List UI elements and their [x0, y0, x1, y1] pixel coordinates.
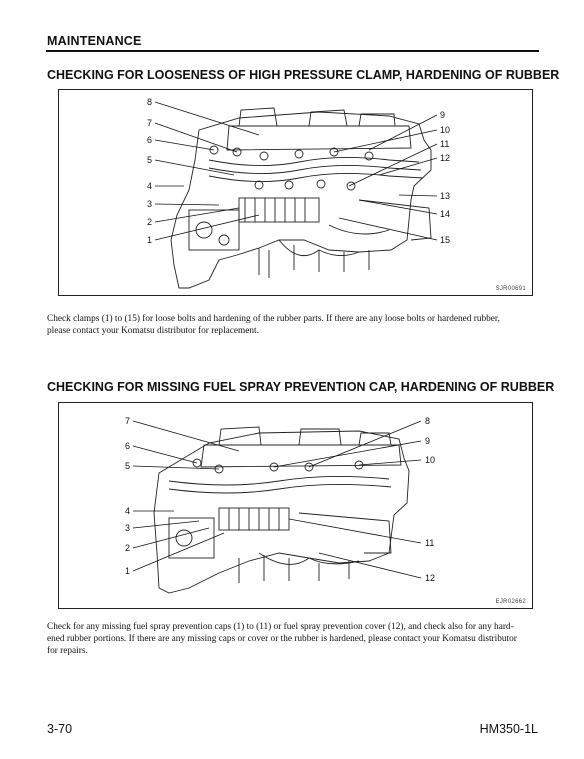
instruction-line: Check clamps (1) to (15) for loose bolts and hardening of the rubber parts. If there are any loose bolts or hardened rubber, [47, 314, 500, 324]
callout-6: 6 [125, 441, 131, 451]
callout-3: 3 [147, 199, 153, 209]
callout-10: 10 [440, 125, 451, 135]
figure-id: EJR02662 [495, 599, 526, 605]
model-number: HM350-1L [479, 722, 538, 736]
callout-14: 14 [440, 209, 451, 219]
callout-5: 5 [125, 461, 131, 471]
callout-4: 4 [125, 506, 131, 516]
figure-spray-caps [58, 402, 533, 609]
instruction-line: Check for any missing fuel spray prevention caps (1) to (11) or fuel spray prevention cover (12), and check also for any hard- [47, 622, 514, 632]
page-number: 3-70 [47, 722, 73, 736]
callout-6: 6 [147, 135, 153, 145]
instruction-line: ened rubber portions. If there are any missing caps or cover or the rubber is hardened, please contact your Komatsu distributor [47, 634, 517, 644]
callout-11: 11 [425, 538, 435, 548]
instruction-clamps [47, 313, 539, 337]
callout-11: 11 [440, 139, 450, 149]
callout-8: 8 [425, 416, 431, 426]
callout-2: 2 [147, 217, 153, 227]
callout-10: 10 [425, 455, 436, 465]
section-header: MAINTENANCE [47, 34, 142, 48]
figure-clamps [58, 89, 533, 296]
callout-1: 1 [125, 566, 131, 576]
callout-12: 12 [425, 573, 436, 583]
callout-7: 7 [125, 416, 131, 426]
callout-1: 1 [147, 235, 153, 245]
header-rule [46, 50, 539, 52]
heading-spray-cap-check: CHECKING FOR MISSING FUEL SPRAY PREVENTION CAP, HARDENING OF RUBBER [47, 380, 555, 394]
callout-9: 9 [440, 110, 446, 120]
heading-clamp-check: CHECKING FOR LOOSENESS OF HIGH PRESSURE CLAMP, HARDENING OF RUBBER [47, 68, 560, 82]
figure-id: SJR00691 [495, 286, 526, 292]
callout-13: 13 [440, 191, 451, 201]
callout-12: 12 [440, 153, 451, 163]
instruction-line: please contact your Komatsu distributor for replacement. [47, 326, 259, 336]
instruction-line: for repairs. [47, 646, 88, 656]
engine-illustration-spray-caps [59, 403, 532, 608]
callout-9: 9 [425, 436, 431, 446]
instruction-spray-caps [47, 621, 539, 657]
callout-3: 3 [125, 523, 131, 533]
engine-illustration-clamps [59, 90, 532, 295]
callout-7: 7 [147, 118, 153, 128]
callout-4: 4 [147, 181, 153, 191]
callout-2: 2 [125, 543, 131, 553]
callout-15: 15 [440, 235, 451, 245]
callout-5: 5 [147, 155, 153, 165]
callout-8: 8 [147, 97, 153, 107]
